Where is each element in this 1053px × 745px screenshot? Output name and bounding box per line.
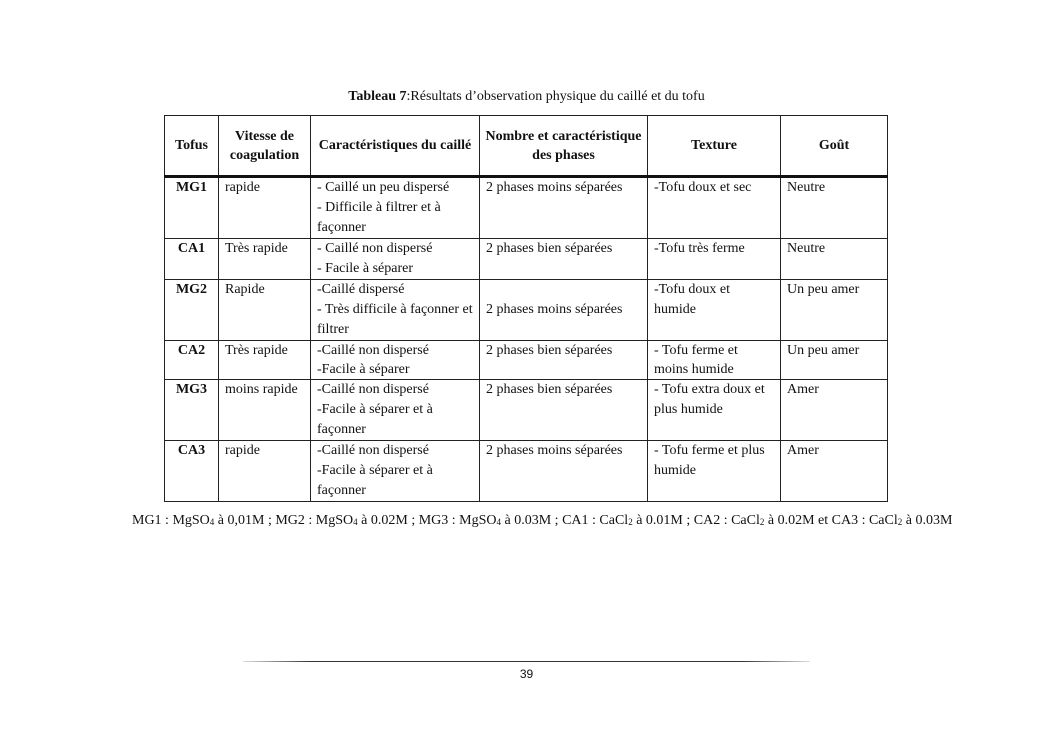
cell-tofu: MG2 <box>165 280 219 341</box>
table-caption <box>0 89 1053 105</box>
footnote-text: à 0.01M ; CA2 : CaCl <box>632 513 760 528</box>
cell-gout: Amer <box>781 380 888 441</box>
cell-caille: -Caillé non dispersé -Facile à séparer <box>311 341 480 380</box>
footnote-subscript: 2 <box>759 517 765 527</box>
cell-gout: Un peu amer <box>781 280 888 341</box>
cell-caille: -Caillé dispersé - Très difficile à façonner et filtrer <box>311 280 480 341</box>
cell-phases: 2 phases bien séparées <box>480 380 648 441</box>
cell-phases: 2 phases moins séparées <box>480 441 648 502</box>
cell-phases: 2 phases bien séparées <box>480 239 648 280</box>
cell-texture: -Tofu doux et sec <box>648 177 781 239</box>
cell-tofu: CA2 <box>165 341 219 380</box>
cell-caille: -Caillé non dispersé -Facile à séparer et à façonner <box>311 380 480 441</box>
footnote-subscript: 4 <box>496 517 502 527</box>
cell-texture: -Tofu très ferme <box>648 239 781 280</box>
header-texture: Texture <box>648 116 781 177</box>
cell-texture: - Tofu ferme et moins humide <box>648 341 781 380</box>
cell-caille: - Caillé non dispersé - Facile à séparer <box>311 239 480 280</box>
header-phases: Nombre et caractéristique des phases <box>480 116 648 177</box>
table-row <box>165 341 888 380</box>
observation-table <box>164 115 888 502</box>
cell-tofu: CA1 <box>165 239 219 280</box>
footnote-text: MG1 : MgSO <box>132 513 210 528</box>
cell-vitesse: rapide <box>219 441 311 502</box>
table-row <box>165 239 888 280</box>
cell-texture: - Tofu extra doux et plus humide <box>648 380 781 441</box>
cell-phases: 2 phases moins séparées <box>480 177 648 239</box>
table-footnote <box>88 511 968 532</box>
cell-texture: -Tofu doux et humide <box>648 280 781 341</box>
header-gout: Goût <box>781 116 888 177</box>
table-row <box>165 280 888 341</box>
footnote-text: à 0.03M ; CA1 : CaCl <box>501 513 629 528</box>
cell-caille: -Caillé non dispersé -Facile à séparer et à façonner <box>311 441 480 502</box>
page-number: 39 <box>519 667 534 681</box>
header-vitesse: Vitesse de coagulation <box>219 116 311 177</box>
footnote-text: à 0.03M <box>902 513 953 528</box>
header-caille: Caractéristiques du caillé <box>311 116 480 177</box>
cell-phases: 2 phases moins séparées <box>480 280 648 341</box>
footnote-subscript: 4 <box>209 517 215 527</box>
footnote-subscript: 4 <box>353 517 358 527</box>
header-tofus: Tofus <box>165 116 219 177</box>
footnote-text: à 0.02M et CA3 : CaCl <box>764 513 898 528</box>
table-row <box>165 441 888 502</box>
cell-gout: Neutre <box>781 177 888 239</box>
footnote-text: à 0,01M ; MG2 : MgSO <box>214 513 354 528</box>
footnote-subscript: 2 <box>897 517 903 527</box>
table-row <box>165 177 888 239</box>
cell-vitesse: Rapide <box>219 280 311 341</box>
table-row <box>165 380 888 441</box>
table-caption-text: :Résultats d’observation physique du caillé et du tofu <box>406 89 705 104</box>
cell-vitesse: rapide <box>219 177 311 239</box>
cell-tofu: CA3 <box>165 441 219 502</box>
cell-tofu: MG1 <box>165 177 219 239</box>
cell-tofu: MG3 <box>165 380 219 441</box>
cell-gout: Amer <box>781 441 888 502</box>
cell-texture: - Tofu ferme et plus humide <box>648 441 781 502</box>
table-caption-label: Tableau 7 <box>348 89 407 104</box>
cell-vitesse: moins rapide <box>219 380 311 441</box>
cell-phases: 2 phases bien séparées <box>480 341 648 380</box>
cell-caille: - Caillé un peu dispersé - Difficile à filtrer et à façonner <box>311 177 480 239</box>
footnote-text: à 0.02M ; MG3 : MgSO <box>357 513 497 528</box>
cell-vitesse: Très rapide <box>219 239 311 280</box>
footnote-subscript: 2 <box>628 517 633 527</box>
cell-gout: Neutre <box>781 239 888 280</box>
cell-gout: Un peu amer <box>781 341 888 380</box>
cell-vitesse: Très rapide <box>219 341 311 380</box>
footer-rule <box>243 661 810 662</box>
table-header-row <box>165 116 888 177</box>
